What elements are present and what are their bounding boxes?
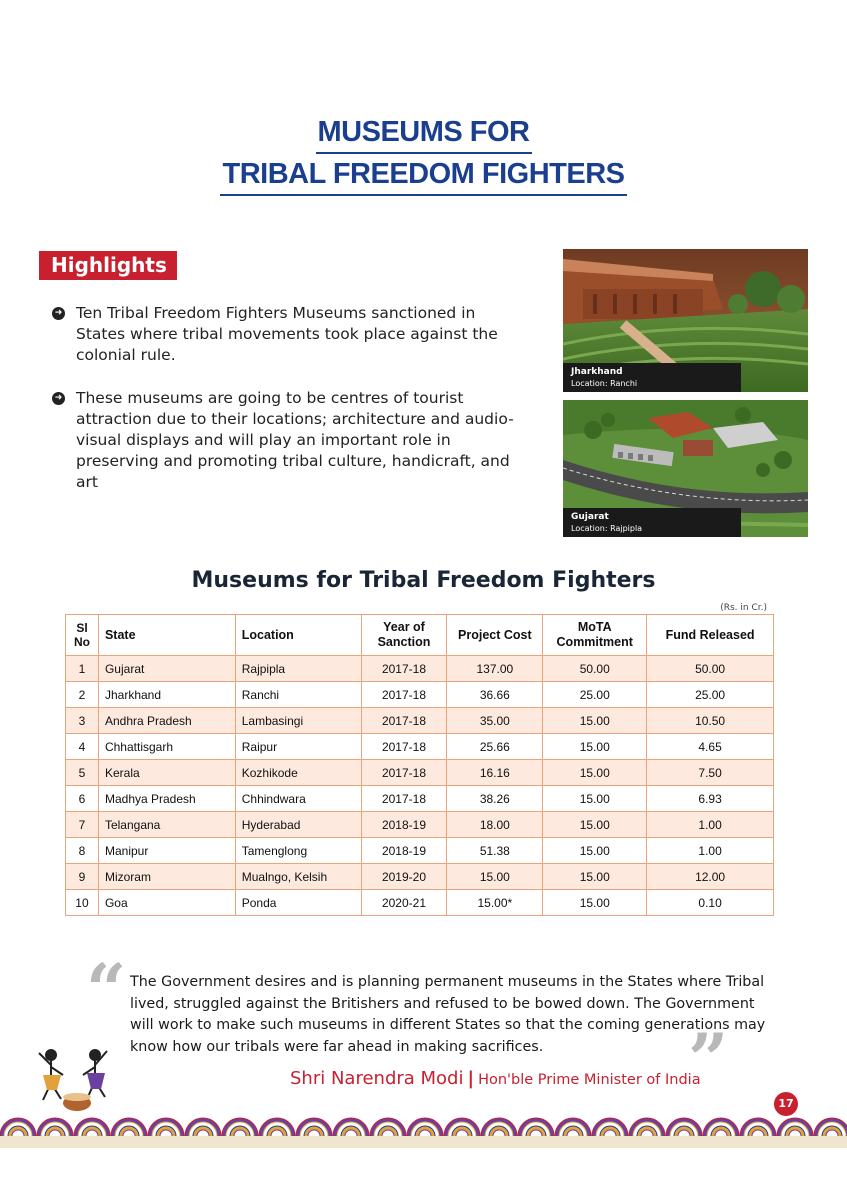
table-cell: 15.00 (543, 786, 647, 812)
arrow-circle-icon: ➜ (52, 307, 65, 320)
table-cell: 25.00 (647, 682, 774, 708)
highlights-badge: Highlights (39, 251, 177, 280)
table-cell: 2019-20 (361, 864, 447, 890)
open-quote-icon: “ (86, 948, 127, 1031)
table-row (66, 656, 774, 682)
table-cell: 0.10 (647, 890, 774, 916)
table-cell: Chhattisgarh (98, 734, 235, 760)
table-cell: Kozhikode (235, 760, 361, 786)
table-cell: 16.16 (447, 760, 543, 786)
table-row (66, 890, 774, 916)
table-cell: Tamenglong (235, 838, 361, 864)
bullet-text: These museums are going to be centres of tourist attraction due to their locations; architecture and audio-visual displays and will play an important role in preserving and promoting tribal culture, handicraft, and art (76, 389, 514, 491)
table-cell: 10.50 (647, 708, 774, 734)
table-cell: Madhya Pradesh (98, 786, 235, 812)
page-title (0, 112, 847, 196)
table-cell: Jharkhand (98, 682, 235, 708)
table-cell: 36.66 (447, 682, 543, 708)
table-row (66, 838, 774, 864)
table-cell: Rajpipla (235, 656, 361, 682)
table-cell: 35.00 (447, 708, 543, 734)
table-cell: Gujarat (98, 656, 235, 682)
museums-table (65, 614, 774, 916)
table-cell: 15.00 (543, 760, 647, 786)
table-cell: 25.00 (543, 682, 647, 708)
table-cell: 25.66 (447, 734, 543, 760)
col-header-state: State (98, 615, 235, 656)
gujarat-caption (563, 508, 741, 537)
table-cell: 7.50 (647, 760, 774, 786)
table-cell: 1.00 (647, 812, 774, 838)
table-cell: Hyderabad (235, 812, 361, 838)
table-cell: 2017-18 (361, 786, 447, 812)
table-cell: 10 (66, 890, 99, 916)
list-item (52, 388, 527, 493)
quote-author: Shri Narendra Modi (290, 1068, 464, 1089)
table-cell: 38.26 (447, 786, 543, 812)
table-row (66, 786, 774, 812)
table-cell: Telangana (98, 812, 235, 838)
page-number-badge: 17 (774, 1092, 798, 1116)
table-cell: Manipur (98, 838, 235, 864)
jharkhand-museum-photo (563, 249, 808, 392)
table-cell: 15.00 (543, 708, 647, 734)
table-row (66, 682, 774, 708)
table-cell: 2020-21 (361, 890, 447, 916)
table-cell: 5 (66, 760, 99, 786)
table-row (66, 864, 774, 890)
photo-state: Gujarat (571, 512, 609, 522)
quote-author-role: Hon'ble Prime Minister of India (478, 1072, 701, 1088)
table-row (66, 708, 774, 734)
table-cell: 15.00 (543, 864, 647, 890)
table-cell: 1 (66, 656, 99, 682)
table-cell: 15.00 (543, 734, 647, 760)
units-label: (Rs. in Cr.) (720, 603, 767, 613)
table-cell: 15.00* (447, 890, 543, 916)
table-cell: 2018-19 (361, 838, 447, 864)
arrow-circle-icon: ➜ (52, 392, 65, 405)
table-cell: 12.00 (647, 864, 774, 890)
table-cell: 18.00 (447, 812, 543, 838)
table-cell: 2 (66, 682, 99, 708)
tribal-dancers-illustration (33, 1045, 123, 1115)
table-cell: Kerala (98, 760, 235, 786)
table-cell: 3 (66, 708, 99, 734)
table-cell: Mizoram (98, 864, 235, 890)
table-cell: 15.00 (447, 864, 543, 890)
title-line-1: MUSEUMS FOR (316, 112, 532, 154)
table-cell: 15.00 (543, 812, 647, 838)
gujarat-museum-photo (563, 400, 808, 537)
col-header-location: Location (235, 615, 361, 656)
table-cell: Goa (98, 890, 235, 916)
title-line-2: TRIBAL FREEDOM FIGHTERS (220, 154, 626, 196)
table-cell: 51.38 (447, 838, 543, 864)
jharkhand-caption (563, 363, 741, 392)
table-cell: 8 (66, 838, 99, 864)
table-row (66, 734, 774, 760)
photo-location: Location: Rajpipla (571, 524, 643, 533)
table-body (66, 656, 774, 916)
table-cell: Chhindwara (235, 786, 361, 812)
table-header-row (66, 615, 774, 656)
table-row (66, 760, 774, 786)
table-cell: 50.00 (647, 656, 774, 682)
decorative-border (0, 1108, 847, 1148)
table-cell: 4.65 (647, 734, 774, 760)
table-cell: Ranchi (235, 682, 361, 708)
photo-state: Jharkhand (571, 367, 623, 377)
table-cell: 137.00 (447, 656, 543, 682)
list-item (52, 303, 527, 366)
col-header-sl-no: Sl No (66, 615, 99, 656)
table-row (66, 812, 774, 838)
table-cell: 15.00 (543, 890, 647, 916)
col-header-year: Year of Sanction (361, 615, 447, 656)
table-cell: 2018-19 (361, 812, 447, 838)
table-cell: 2017-18 (361, 760, 447, 786)
photo-location: Location: Ranchi (571, 379, 638, 388)
col-header-fund-released: Fund Released (647, 615, 774, 656)
table-cell: 9 (66, 864, 99, 890)
table-cell: Andhra Pradesh (98, 708, 235, 734)
table-cell: 2017-18 (361, 734, 447, 760)
table-cell: Mualngo, Kelsih (235, 864, 361, 890)
close-quote-icon: ” (688, 1018, 729, 1101)
table-cell: 2017-18 (361, 656, 447, 682)
table-cell: 1.00 (647, 838, 774, 864)
bullet-text: Ten Tribal Freedom Fighters Museums sanctioned in States where tribal movements took place against the colonial rule. (76, 304, 498, 364)
table-cell: 50.00 (543, 656, 647, 682)
table-title: Museums for Tribal Freedom Fighters (191, 568, 656, 593)
table-cell: 2017-18 (361, 708, 447, 734)
table-cell: Raipur (235, 734, 361, 760)
highlights-list (52, 303, 527, 515)
quote-text: The Government desires and is planning permanent museums in the States where Tribal lived, struggled against the Britishers and refused to be bowed down. The Government will work to make such museums in different States so that the coming generations may know how our tribals were far ahead in making sacrifices. (130, 974, 766, 1055)
table-cell: 7 (66, 812, 99, 838)
table-cell: 4 (66, 734, 99, 760)
quote-attribution (290, 1068, 701, 1089)
table-cell: Ponda (235, 890, 361, 916)
col-header-project-cost: Project Cost (447, 615, 543, 656)
attribution-separator: | (467, 1068, 475, 1089)
table-cell: 6 (66, 786, 99, 812)
table-cell: 15.00 (543, 838, 647, 864)
col-header-mota-commitment: MoTA Commitment (543, 615, 647, 656)
table-cell: 6.93 (647, 786, 774, 812)
table-cell: Lambasingi (235, 708, 361, 734)
table-cell: 2017-18 (361, 682, 447, 708)
